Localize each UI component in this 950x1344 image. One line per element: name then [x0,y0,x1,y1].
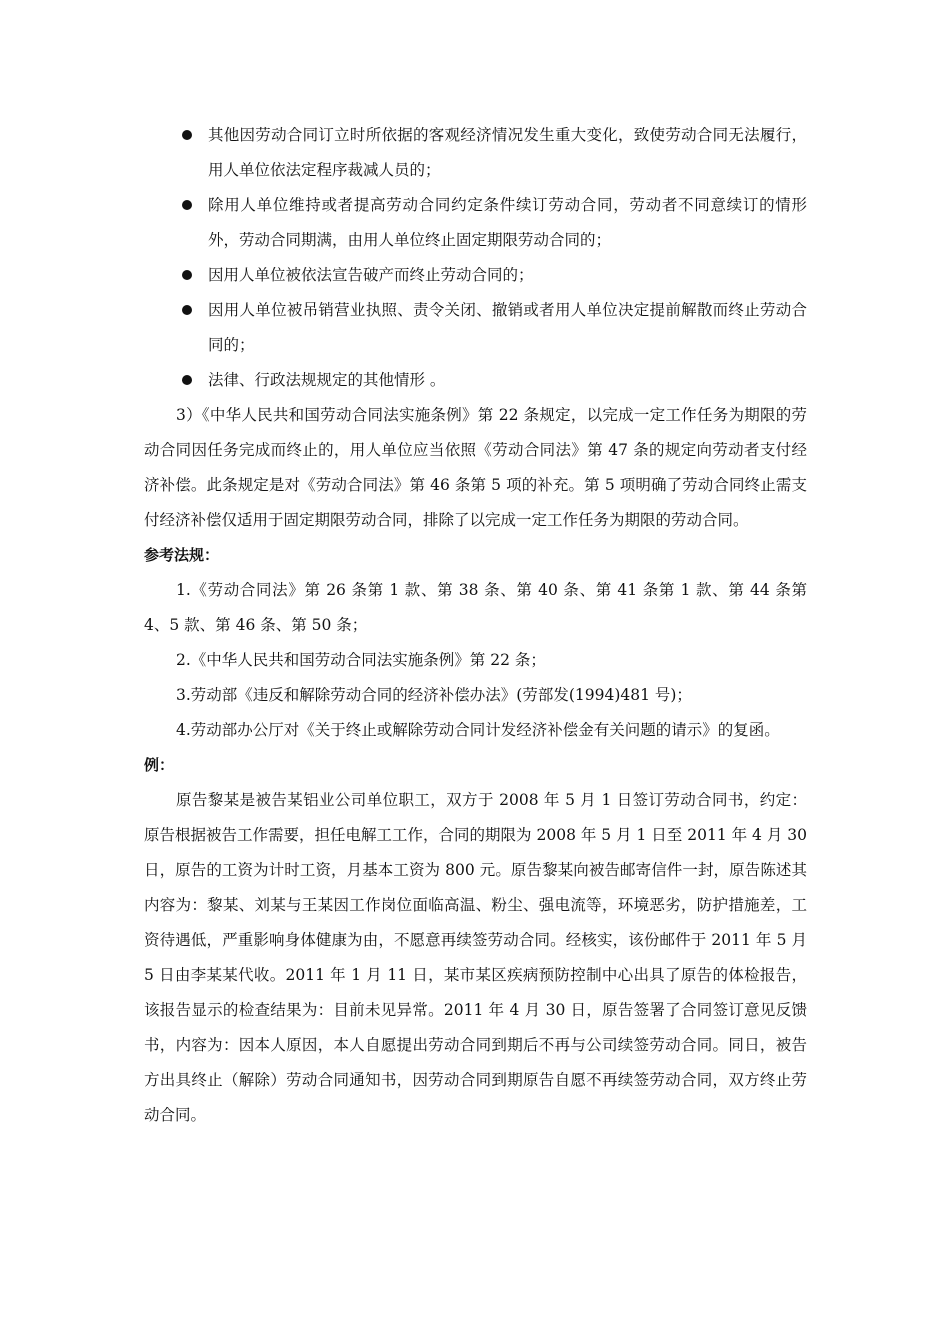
reference-item: 1.《劳动合同法》第 26 条第 1 款、第 38 条、第 40 条、第 41 条第 1 款、第 44 条第 4、5 款、第 46 条、第 50 条； [144,581,807,634]
reference-item: 2.《中华人民共和国劳动合同法实施条例》第 22 条； [176,651,546,669]
list-item-text: 因用人单位被依法宣告破产而终止劳动合同的； [208,266,534,284]
list-item [144,258,807,293]
reference-item: 3.劳动部《违反和解除劳动合同的经济补偿办法》(劳部发(1994)481 号)； [176,686,692,704]
list-item-text: 法律、行政法规规定的其他情形 。 [208,371,446,389]
example-heading: 例： [144,756,175,774]
list-item [144,293,807,363]
references-list [144,573,807,748]
paragraph-regulation-22: 3）《中华人民共和国劳动合同法实施条例》第 22 条规定，以完成一定工作任务为期限的劳动合同因任务完成而终止的，用人单位应当依照《劳动合同法》第 47 条的规定向劳动者支付经济补偿。此条规定是对《劳动合同法》第 46 条第 5 项的补充。第 5 项明确了劳动合同终止需支付经济补偿仅适用于固定期限劳动合同，排除了以完成一定工作任务为期限的劳动合同。 [144,406,807,529]
list-item [144,363,807,398]
references-heading: 参考法规： [144,546,220,564]
list-item [144,188,807,258]
reference-item: 4.劳动部办公厅对《关于终止或解除劳动合同计发经济补偿金有关问题的请示》的复函。 [176,721,780,739]
termination-circumstances-list [144,118,807,398]
bullet-icon [182,200,192,210]
document-body [144,118,807,1133]
list-item-text: 除用人单位维持或者提高劳动合同约定条件续订劳动合同，劳动者不同意续订的情形外，劳动合同期满，由用人单位终止固定期限劳动合同的； [208,196,807,249]
bullet-icon [182,375,192,385]
list-item-text: 其他因劳动合同订立时所依据的客观经济情况发生重大变化，致使劳动合同无法履行，用人单位依法定程序裁减人员的； [208,126,807,179]
list-item [144,118,807,188]
bullet-icon [182,270,192,280]
example-paragraph: 原告黎某是被告某铝业公司单位职工，双方于 2008 年 5 月 1 日签订劳动合同书，约定：原告根据被告工作需要，担任电解工工作，合同的期限为 2008 年 5 月 1 日至 2011 年 4 月 30 日，原告的工资为计时工资，月基本工资为 800 元。原告黎某向被告邮寄信件一封，原告陈述其内容为：黎某、刘某与王某因工作岗位面临高温、粉尘、强电流等，环境恶劣，防护措施差，工资待遇低，严重影响身体健康为由，不愿意再续签劳动合同。经核实，该份邮件于 2011 年 5 月 5 日由李某某代收。2011 年 1 月 11 日，某市某区疾病预防控制中心出具了原告的体检报告，该报告显示的检查结果为：目前未见异常。2011 年 4 月 30 日，原告签署了合同签订意见反馈书，内容为：因本人原因，本人自愿提出劳动合同到期后不再与公司续签劳动合同。同日，被告方出具终止（解除）劳动合同通知书，因劳动合同到期原告自愿不再续签劳动合同，双方终止劳动合同。 [144,791,807,1124]
bullet-icon [182,305,192,315]
bullet-icon [182,130,192,140]
list-item-text: 因用人单位被吊销营业执照、责令关闭、撤销或者用人单位决定提前解散而终止劳动合同的； [208,301,807,354]
